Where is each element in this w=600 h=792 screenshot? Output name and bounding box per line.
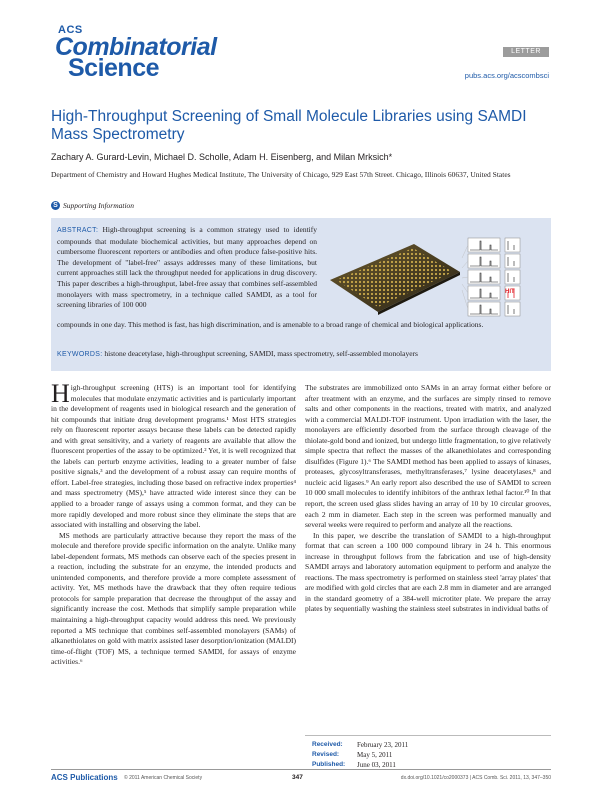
history-divider xyxy=(305,735,551,736)
paragraph xyxy=(51,379,296,531)
array-plate-illustration xyxy=(330,244,460,315)
body-column-right xyxy=(305,383,551,615)
revised-label: Revised: xyxy=(312,751,340,758)
ms-spectra-panels xyxy=(462,238,520,316)
copyright: © 2011 American Chemical Society xyxy=(124,775,203,781)
published-date: June 03, 2011 xyxy=(357,761,396,769)
body-column-left xyxy=(51,379,296,668)
publisher-logo: ACS Publications xyxy=(51,773,118,782)
paragraph: In this paper, we describe the translation of SAMDI to a high-throughput format that can screen a 100 000 compound library in 24 h. This enormous increase in throughput follows from the fabrication and use of high-density SAMDI arrays and laboratory automation equipment to perform and analyze the reactions. The mass spectrometry is performed on stainless steel 'array plates' that are modified with gold circles that are each 2.8 mm in diameter and are arranged in the standard geometry of a 384-well microtiter plate. We prepare the array plates by sequentially washing the stainless steel substrates in individual baths of xyxy=(305,530,551,614)
supporting-info-icon: S xyxy=(51,201,60,210)
author-list: Zachary A. Gurard-Levin, Michael D. Scholle, Adam H. Eisenberg, and Milan Mrksich* xyxy=(51,152,393,162)
publication-history xyxy=(312,740,408,770)
keywords-list: histone deacetylase, high-throughput screening, SAMDI, mass spectrometry, self-assembled monolayers xyxy=(104,349,418,358)
abstract-text xyxy=(57,225,317,311)
footer-divider xyxy=(51,769,551,770)
abstract-label: ABSTRACT: xyxy=(57,227,99,234)
article-title: High-Throughput Screening of Small Molecule Libraries using SAMDI Mass Spectrometry xyxy=(51,108,527,143)
journal-url-link[interactable]: pubs.acs.org/acscombsci xyxy=(464,71,549,80)
abstract-tail: compounds in one day. This method is fast, has high discrimination, and is amenable to a broad range of chemical and biological applications. xyxy=(57,320,484,329)
journal-logo-acs: ACS xyxy=(58,24,83,36)
keywords xyxy=(57,349,547,358)
supporting-info-label: Supporting Information xyxy=(63,201,135,210)
keywords-label: KEYWORDS: xyxy=(57,351,103,358)
article-type-badge: LETTER xyxy=(503,47,549,57)
received-label: Received: xyxy=(312,741,343,748)
affiliation: Department of Chemistry and Howard Hughes Medical Institute, The University of Chicago, 929 East 57th Street. Chicago, Illinois 60637, United States xyxy=(51,170,511,179)
page-number: 347 xyxy=(292,774,303,781)
journal-logo-combinatorial: Combinatorial xyxy=(55,33,217,61)
revised-date: May 5, 2011 xyxy=(357,751,393,759)
hit-label: HIT xyxy=(505,289,515,295)
paragraph: The substrates are immobilized onto SAMs in an array format either before or after treatment with an enzyme, and the surfaces are simply rinsed to remove salts and other components in the reactions, treated with matrix, and analyzed with a commercial MALDI-TOF instrument. Upon irradiation with the laser, the monolayers are efficiently desorbed from the surface through cleavage of the thiolate-gold bond and ionized, but undergo little fragmentation, to give relatively simple spectra that reflect the masses of the alkanethiolates and corresponding disulfides (Figure 1).⁶ The SAMDI method has been applied to assays of kinases, proteases, glycosyltransferases, methyltransferases,⁷ lysine deacetylases,⁸ and nucleic acid ligases.⁹ An early report also described the use of SAMDI to screen 10 000 small molecules to identify inhibitors of the anthrax lethal factor.¹⁰ In that report, the screen used glass slides having an array of 10 by 10 circular grooves, each 2 mm in diameter. Each step in the screen was performed manually and several weeks were required to perform and analyze all the reactions. xyxy=(305,383,551,530)
abstract-graphic xyxy=(322,228,522,318)
supporting-information-link[interactable] xyxy=(51,201,134,210)
journal-logo-science: Science xyxy=(68,54,160,82)
received-date: February 23, 2011 xyxy=(357,741,409,749)
doi-citation[interactable]: dx.doi.org/10.1021/co2000373 | ACS Comb. Sci. 2011, 13, 347–350 xyxy=(400,775,551,781)
published-label: Published: xyxy=(312,761,346,768)
paragraph: MS methods are particularly attractive because they report the mass of the molecule and therefore provide specific information on the analyte. Unlike many label-dependent formats, MS methods can observe each of the species present in a reaction, including the substrate for an enzyme, the intended products and unintended components, and therefore provide a more complete assessment of activity. Yet, MS methods have the drawback that they often require tedious protocols for sample preparation that decrease the throughput of the assay and significantly increase the cost. Methods that simplify sample preparation while maintaining a high-throughput capacity would address this need. We previously reported a MS technique that combines self-assembled monolayers (SAMs) of alkanethiolates on gold with matrix assisted laser desorption/ionization (MALDI) time-of-flight (TOF) MS, a technique termed SAMDI, for assays of enzyme activities.⁶ xyxy=(51,530,296,667)
drop-cap: H xyxy=(51,379,70,408)
abstract-body: High-throughput screening is a common strategy used to identify compounds that modulate biochemical activities, but many approaches depend on cumbersome fluorescent reporters or antibodies and often produce false-positive hits. The development of "label-free" assays addresses many of these limitations, but current approaches still lack the throughput needed for applications in drug discovery. This paper describes a high-throughput, label-free assay that combines self-assembled monolayers with mass spectrometry, in a technique called SAMDI, as a tool for screening libraries of 100 000 xyxy=(57,225,317,310)
paragraph-text: igh-throughput screening (HTS) is an important tool for identifying molecules that modulate enzymatic activities and is particularly important in the development of reagents used in biological research and the generation of hit compounds that initiate drug development programs.¹ Most HTS strategies rely on fluorescent reporter assays because these labels can be detected rapidly and with great sensitivity, and a variety of reagents are available that allow the fluorescent properties of the assay to be optimized.² Yet, it is well recognized that the labels can perturb enzyme activities, leading to a greater number of false positive signals,³ and the development of a robust assay can require months of effort. Label-free strategies, including those based on refractive index properties⁴ and mass spectrometry (MS),⁵ have attracted wide interest since they can be applied to a broader range of assays using a common format, and they can be more rapidly developed and more robust since they eliminate the steps that are associated with installing and observing the label. xyxy=(51,383,296,530)
